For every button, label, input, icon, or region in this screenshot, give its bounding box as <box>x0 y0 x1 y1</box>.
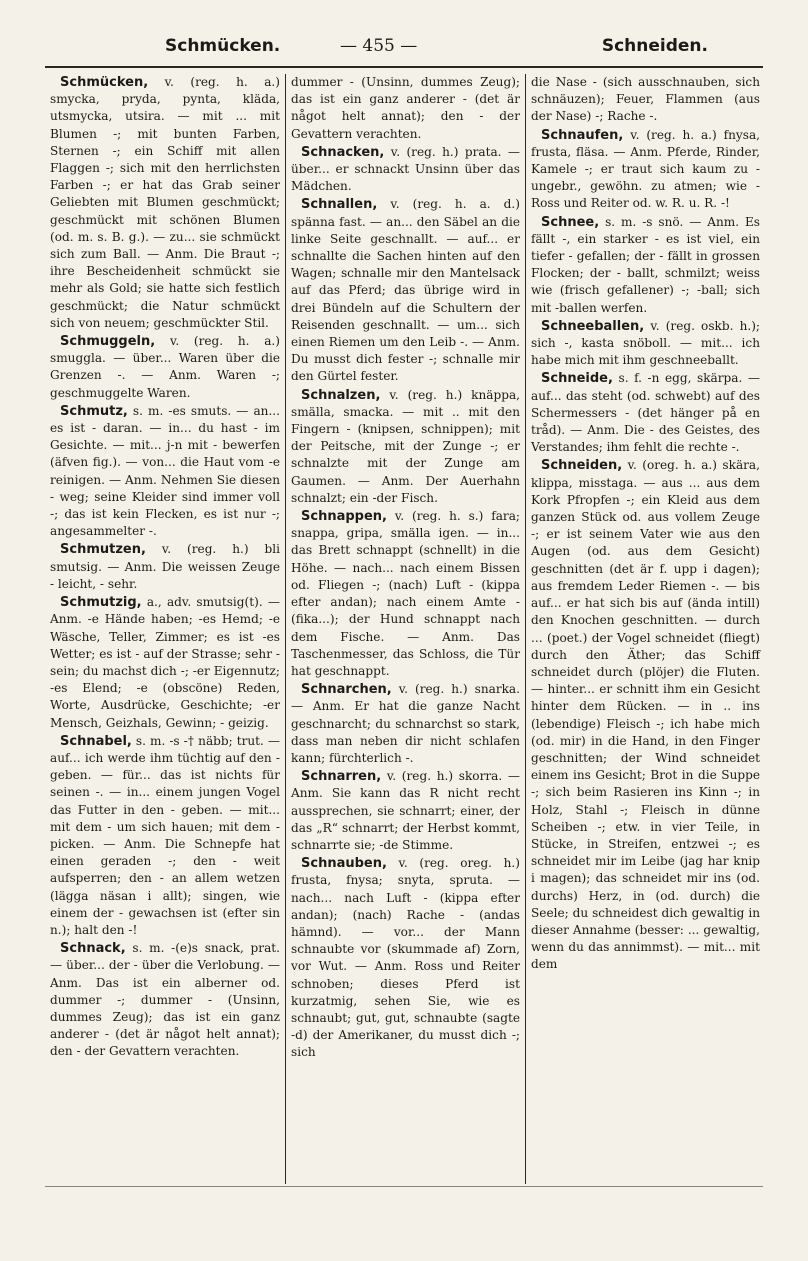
entry-definition: die Nase - (sich ausschnauben, sich schnäuzen); Feuer, Flammen (aus der Nase) -; Rache -. <box>531 75 760 124</box>
text-columns <box>45 74 770 1184</box>
entry-definition: v. (reg. h. a.) smuggla. — über... Waren über die Grenzen -. — Anm. Waren -; geschmuggelte Waren. <box>50 334 280 400</box>
entry-definition: v. (reg. oreg. h.) frusta, fnysa; snyta, spruta. — nach... nach Luft - (kippa efter andan); (nach) Rache - (andas hämnd). — vor... der Mann schnaubte vor (skummade af) Zorn, vor Wut. — Anm. Ross und Reiter schnoben; dieses Pferd ist kurzatmig, sehen Sie, wie es schnaubt; gut, gut, schnaubte (sagte -d) der Amerikaner, du musst dich -; sich <box>291 856 520 1060</box>
entry-headword: Schnabel, <box>60 733 132 749</box>
dictionary-entry <box>291 768 520 854</box>
footer-rule <box>45 1186 763 1187</box>
dictionary-entry <box>531 127 760 213</box>
entry-headword: Schmutzig, <box>60 595 142 611</box>
entry-headword: Schmuggeln, <box>60 334 156 350</box>
page-number: — 455 — <box>340 36 418 56</box>
header-rule <box>45 66 763 68</box>
dictionary-entry <box>291 387 520 507</box>
entry-definition: dummer - (Unsinn, dummes Zeug); das ist ein ganz anderer - (det är något helt annat); den - der Gevattern verachten. <box>291 75 520 141</box>
entry-definition: v. (reg. h. a. d.) spänna fast. — an... den Säbel an die linke Seite geschnallt. — auf... er schnallte die Sachen hinten auf den Wagen; schnalle mir den Mantelsack auf das Pferd; das übrige wird in drei Bündeln auf die Schultern der Reisenden geschnallt. — um... sich einen Riemen um den Leib -. — Anm. Du musst dich fester -; schnalle mir den Gürtel fester. <box>291 197 520 384</box>
entry-definition: s. m. -s snö. — Anm. Es fällt -, ein starker - es ist viel, ein tiefer - gefallen; der - fällt in grossen Flocken; der - ballt, schmilzt; weiss wie (frisch gefallener) -; -ball; sich mit -ballen werfen. <box>531 214 760 315</box>
entry-headword: Schmutz, <box>60 403 128 419</box>
entry-headword: Schneiden, <box>541 458 623 474</box>
dictionary-entry <box>50 594 280 732</box>
dictionary-entry <box>531 318 760 370</box>
entry-headword: Schnappen, <box>301 509 387 525</box>
entry-headword: Schnack, <box>60 941 126 957</box>
column-2 <box>285 74 525 1184</box>
entry-definition: a., adv. smutsig(t). — Anm. -e Hände haben; -es Hemd; -e Wäsche, Teller, Zimmer; es ist -es Wetter; es ist - auf der Strasse; sehr - sein; du machst dich -; -er Eigennutz; -es Elend; -e (obscöne) Reden, Worte, Ausdrücke, Geschichte; -er Mensch, Geizhals, Gewinn; - geizig. <box>50 595 280 730</box>
entry-definition: v. (reg. oskb. h.); sich -, kasta snöboll. — mit... ich habe mich mit ihm geschneeballt. <box>531 318 760 368</box>
entry-headword: Schnaufen, <box>541 127 624 143</box>
dictionary-entry <box>50 541 280 593</box>
entry-definition: v. (reg. h.) bli smutsig. — Anm. Die weissen Zeuge - leicht, - sehr. <box>50 542 280 591</box>
entry-headword: Schmücken, <box>60 75 149 90</box>
entry-definition: v. (reg. h. s.) fara; snappa, gripa, smälla igen. — in... das Brett schnappt (schnellt) in die Höhe. — nach... nach einem Bissen od. Fliegen -; (nach) Luft - (kippa efter andan); nach einem Amte - (fika...); der Hund schnappt nach dem Fische. — Anm. Das Taschenmesser, das Schloss, die Tür hat geschnappt. <box>291 509 520 678</box>
entry-definition: s. m. -es smuts. — an... es ist - daran. — in... du hast - im Gesichte. — mit... j-n mit - bewerfen (äfven fig.). — von... die Haut vom -e reinigen. — Anm. Nehmen Sie diesen - weg; seine Kleider sind immer voll -; das ist kein Flecken, es ist nur -; angesammelter -. <box>50 403 280 539</box>
dictionary-entry <box>50 940 280 1060</box>
header-right-guideword: Schneiden. <box>601 36 708 56</box>
dictionary-entry <box>291 196 520 385</box>
column-1 <box>45 74 285 1184</box>
header-left-guideword: Schmücken. <box>165 36 281 56</box>
entry-definition: s. m. -(e)s snack, prat. — über... der - über die Verlobung. — Anm. Das ist ein alberner od. dummer -; dummer - (Unsinn, dummes Zeug); das ist ein ganz anderer - (det är något helt annat); den - der Gevattern verachten. <box>50 941 280 1059</box>
dictionary-entry <box>291 508 520 680</box>
dictionary-entry <box>50 403 280 541</box>
entry-definition: v. (reg. h.) knäppa, smälla, smacka. — mit .. mit den Fingern - (knipsen, schnippen); mit der Peitsche, mit der Zunge -; er schnalzte mit der Zunge am Gaumen. — Anm. Der Auerhahn schnalzt; ein -der Fisch. <box>291 387 520 505</box>
entry-definition: v. (reg. h.) prata. — über... er schnackt Unsinn über das Mädchen. <box>291 144 520 194</box>
entry-definition: v. (oreg. h. a.) skära, klippa, misstaga. — aus ... aus dem Kork Pfropfen -; ein Kleid aus dem ganzen Stück od. aus vollem Zeuge -; er ist seinem Vater wie aus den Augen (od. aus dem Gesicht) geschnitten (det är f. upp i dagen); aus fremdem Leder Riemen -. — bis auf... er hat sich bis auf (ända intill) den Knochen geschnitten. — durch ... (poet.) der Vogel schneidet (fliegt) durch den Äther; das Schiff schneidet durch (plöjer) die Fluten. — hinter... er schnitt ihm ein Gesicht hinter dem Rücken. — in .. ins (lebendige) Fleisch -; ich habe mich (od. mir) in die Hand, in den Finger geschnitten; der Wind schneidet einem ins Gesicht; Brot in die Suppe -; sich beim Rasieren ins Kinn -; in Holz, Stahl -; Fleisch in dünne Scheiben -; etw. in vier Teile, in Stücke, in Streifen, entzwei -; es schneidet mir im Leibe (jag har knip i magen); das schneidet mir ins (od. durchs) Herz, in (od. durch) die Seele; du schneidest dich gewaltig in dieser Annahme (besser: ... gewaltig, wenn du das annimmst). — mit... mit dem <box>531 458 760 972</box>
entry-headword: Schmutzen, <box>60 542 146 558</box>
entry-definition: v. (reg. h.) skorra. — Anm. Sie kann das R nicht recht aussprechen, sie schnarrt; einer, der das „R“ schnarrt; der Herbst kommt, schnarrte sie; -de Stimme. <box>291 769 520 852</box>
entry-headword: Schnacken, <box>301 144 385 160</box>
entry-headword: Schnauben, <box>301 856 387 872</box>
entry-headword: Schnee, <box>541 214 600 230</box>
entry-definition: v. (reg. h. a.) smycka, pryda, pynta, kläda, utsmycka, utsira. — mit ... mit Blumen -; mit bunten Farben, Sternen -; ein Schiff mit allen Flaggen -; sich mit den herrlichsten Farben -; er hat das Grab seiner Geliebten mit Blumen geschmückt; geschmückt mit schönen Blumen (od. m. s. B. g.). — zu... sie schmückt sich zum Ball. — Anm. Die Braut -; ihre Bescheidenheit schmückt sie mehr als Gold; sie hatte sich festlich geschmückt; die Natur schmückt sich von neuem; geschmückter Stil. <box>50 75 280 330</box>
dictionary-entry <box>291 855 520 1061</box>
entry-headword: Schnalzen, <box>301 387 381 403</box>
dictionary-entry <box>531 74 760 126</box>
running-header <box>40 34 768 62</box>
entry-definition: s. m. -s -† näbb; trut. — auf... ich werde ihm tüchtig auf den - geben. — für... das ist nichts für seinen -. — in... einem jungen Vogel das Futter in den - geben. — mit... mit dem - um sich hauen; mit dem - picken. — Anm. Die Schnepfe hat einen geraden -; den - weit aufsperren; den - an allem wetzen (lägga näsan i allt); singen, wie einem der - gewachsen ist (efter sin n.); halt den -! <box>50 733 280 937</box>
entry-headword: Schneide, <box>541 371 613 387</box>
dictionary-entry <box>50 74 280 332</box>
dictionary-entry <box>531 457 760 973</box>
dictionary-entry <box>291 144 520 196</box>
entry-headword: Schnallen, <box>301 197 378 213</box>
entry-headword: Schnarchen, <box>301 682 392 698</box>
dictionary-entry <box>291 681 520 767</box>
dictionary-entry <box>50 733 280 939</box>
entry-headword: Schnarren, <box>301 769 382 785</box>
column-3 <box>525 74 765 1184</box>
dictionary-entry <box>291 74 520 143</box>
entry-headword: Schneeballen, <box>541 318 645 334</box>
dictionary-entry <box>531 370 760 456</box>
entry-definition: v. (reg. h.) snarka. — Anm. Er hat die ganze Nacht geschnarcht; du schnarchst so stark, dass man neben dir nicht schlafen kann; fürchterlich -. <box>291 682 520 765</box>
entry-definition: s. f. -n egg, skärpa. — auf... das steht (od. schwebt) auf des Schermessers - (det hänger på en tråd). — Anm. Die - des Geistes, des Verstandes; ihm fehlt die rechte -. <box>531 371 760 455</box>
dictionary-entry <box>50 333 280 402</box>
entry-definition: v. (reg. h. a.) fnysa, frusta, fläsa. — Anm. Pferde, Rinder, Kamele -; er traut sich kaum zu - ungebr., gewöhn. zu atmen; wie - Ross und Reiter od. w. R. u. R. -! <box>531 127 760 211</box>
dictionary-entry <box>531 214 760 317</box>
